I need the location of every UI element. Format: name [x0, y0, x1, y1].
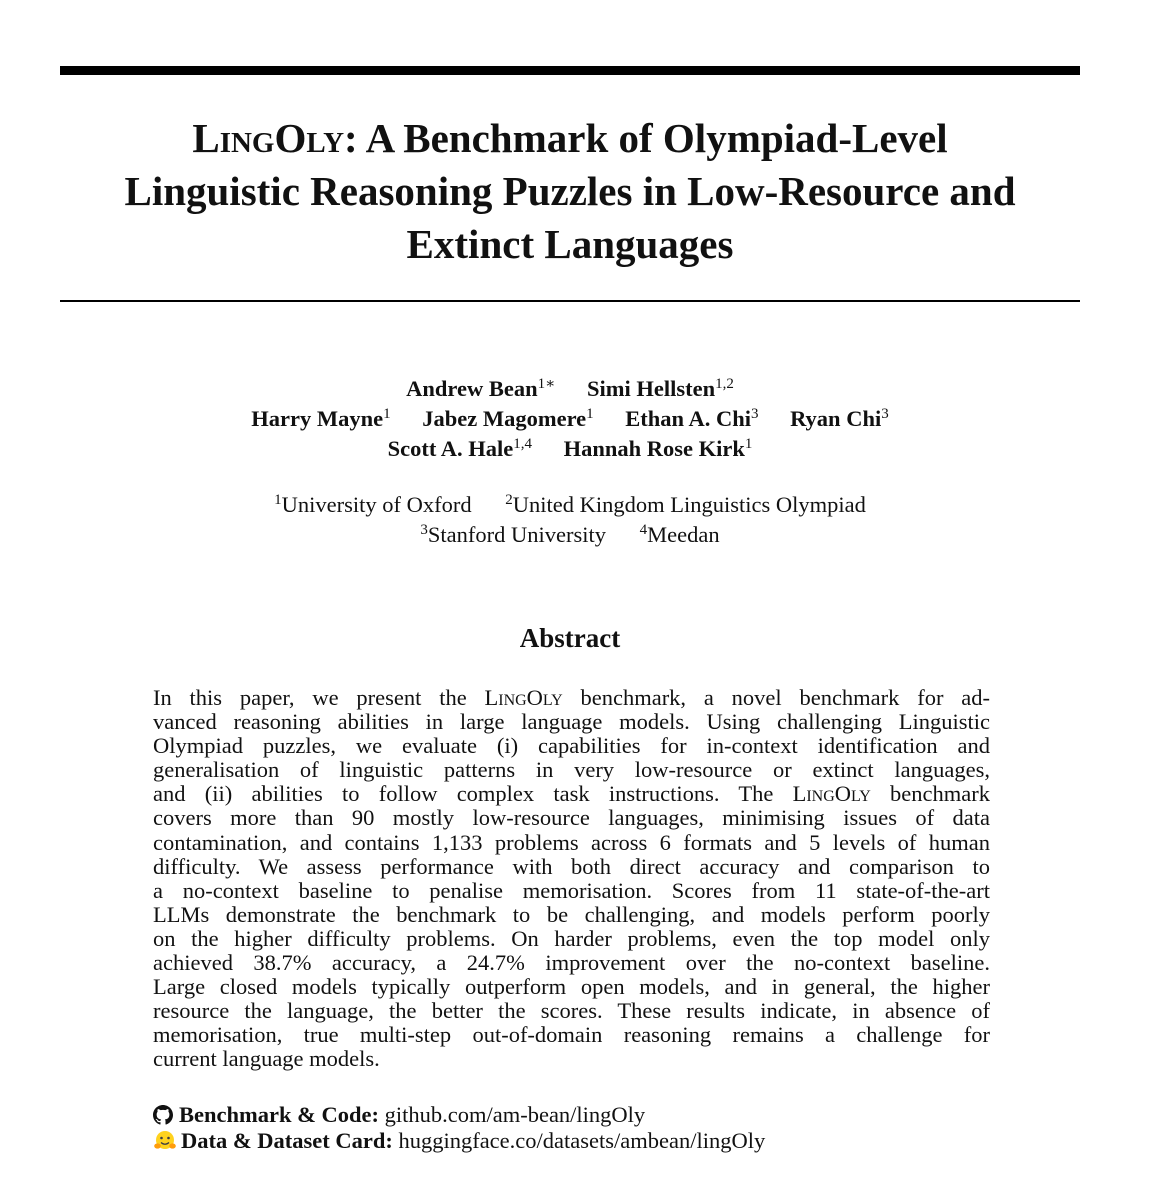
- abstract-line: on the higher difficulty problems. On harder problems, even the top model only: [153, 925, 990, 951]
- abstract-line: generalisation of linguistic patterns in very low-resource or extinct languages,: [153, 757, 990, 783]
- hugging-face-icon: [153, 1130, 177, 1152]
- paper-title: [60, 112, 1080, 271]
- author-row-3: [60, 434, 1080, 464]
- title-line-3: Extinct Languages: [406, 221, 734, 267]
- author: Ryan Chi$^3$: [790, 405, 889, 431]
- affiliation-list: [60, 490, 1080, 550]
- affiliation: $^1$University of Oxford: [274, 491, 472, 517]
- dataset-link-row: [153, 1128, 990, 1154]
- abstract-line: achieved 38.7% accuracy, a 24.7% improvement over the no-context baseline.: [153, 950, 990, 976]
- abstract-line: contamination, and contains 1,133 problems across 6 formats and 5 levels of human: [153, 829, 990, 855]
- title-line-1-text: : A Benchmark of Olympiad-Level: [344, 115, 948, 161]
- abstract-line: LLMs demonstrate the benchmark to be challenging, and models perform poorly: [153, 901, 990, 927]
- abstract-line: and (ii) abilities to follow complex task instructions. The LingOly benchmark: [153, 781, 990, 807]
- author: Simi Hellsten$^{1,2}$: [586, 375, 734, 401]
- abstract-line: resource the language, the better the scores. These results indicate, in absence of: [153, 998, 990, 1024]
- github-repo-link[interactable]: github.com/am-bean/lingOly: [384, 1102, 646, 1127]
- author: Hannah Rose Kirk$^1$: [563, 435, 753, 461]
- author: Scott A. Hale$^{1,4}$: [387, 435, 532, 461]
- abstract-line: Olympiad puzzles, we evaluate (i) capabilities for in-context identification and: [153, 733, 990, 759]
- author-row-1: [60, 374, 1080, 404]
- title-line-2: Linguistic Reasoning Puzzles in Low-Resource and: [124, 168, 1016, 214]
- author: Ethan A. Chi$^3$: [625, 405, 759, 431]
- github-icon: [153, 1105, 173, 1125]
- dataset-card-label: Data & Dataset Card:: [181, 1128, 393, 1153]
- abstract-line: current language models.: [153, 1046, 380, 1072]
- benchmark-code-link-row: [153, 1102, 990, 1128]
- abstract-line: vanced reasoning abilities in large language models. Using challenging Linguistic: [153, 709, 990, 735]
- benchmark-name: LingOly: [792, 781, 871, 807]
- abstract-line: memorisation, true multi-step out-of-domain reasoning remains a challenge for: [153, 1022, 990, 1048]
- affiliation: $^2$United Kingdom Linguistics Olympiad: [505, 491, 866, 517]
- benchmark-code-label: Benchmark & Code:: [179, 1102, 379, 1127]
- affiliation: $^4$Meedan: [639, 521, 720, 547]
- abstract-line: In this paper, we present the LingOly benchmark, a novel benchmark for ad-: [153, 685, 990, 710]
- author-row-2: [60, 404, 1080, 434]
- abstract-line: Large closed models typically outperform open models, and in general, the higher: [153, 974, 990, 1000]
- abstract-line: difficulty. We assess performance with both direct accuracy and comparison to: [153, 853, 990, 879]
- huggingface-dataset-link[interactable]: huggingface.co/datasets/ambean/lingOly: [398, 1128, 766, 1153]
- abstract-line: a no-context baseline to penalise memorisation. Scores from 11 state-of-the-art: [153, 877, 990, 903]
- abstract-heading: Abstract: [519, 623, 621, 653]
- title-bottom-rule: [60, 300, 1080, 302]
- affiliation-row-1: [60, 490, 1080, 520]
- author: Andrew Bean$^{1∗}$: [406, 375, 556, 401]
- abstract-line: covers more than 90 mostly low-resource languages, minimising issues of data: [153, 805, 990, 831]
- abstract-body: [153, 686, 990, 1072]
- title-top-rule: [60, 66, 1080, 75]
- title-benchmark-name: LingOly: [192, 115, 345, 161]
- affiliation-row-2: [60, 520, 1080, 550]
- author: Harry Mayne$^1$: [251, 405, 391, 431]
- affiliation: $^3$Stanford University: [420, 521, 606, 547]
- benchmark-name: LingOly: [484, 685, 563, 710]
- title-line-1: [60, 112, 1080, 165]
- author-list: [60, 374, 1080, 464]
- author: Jabez Magomere$^1$: [422, 405, 594, 431]
